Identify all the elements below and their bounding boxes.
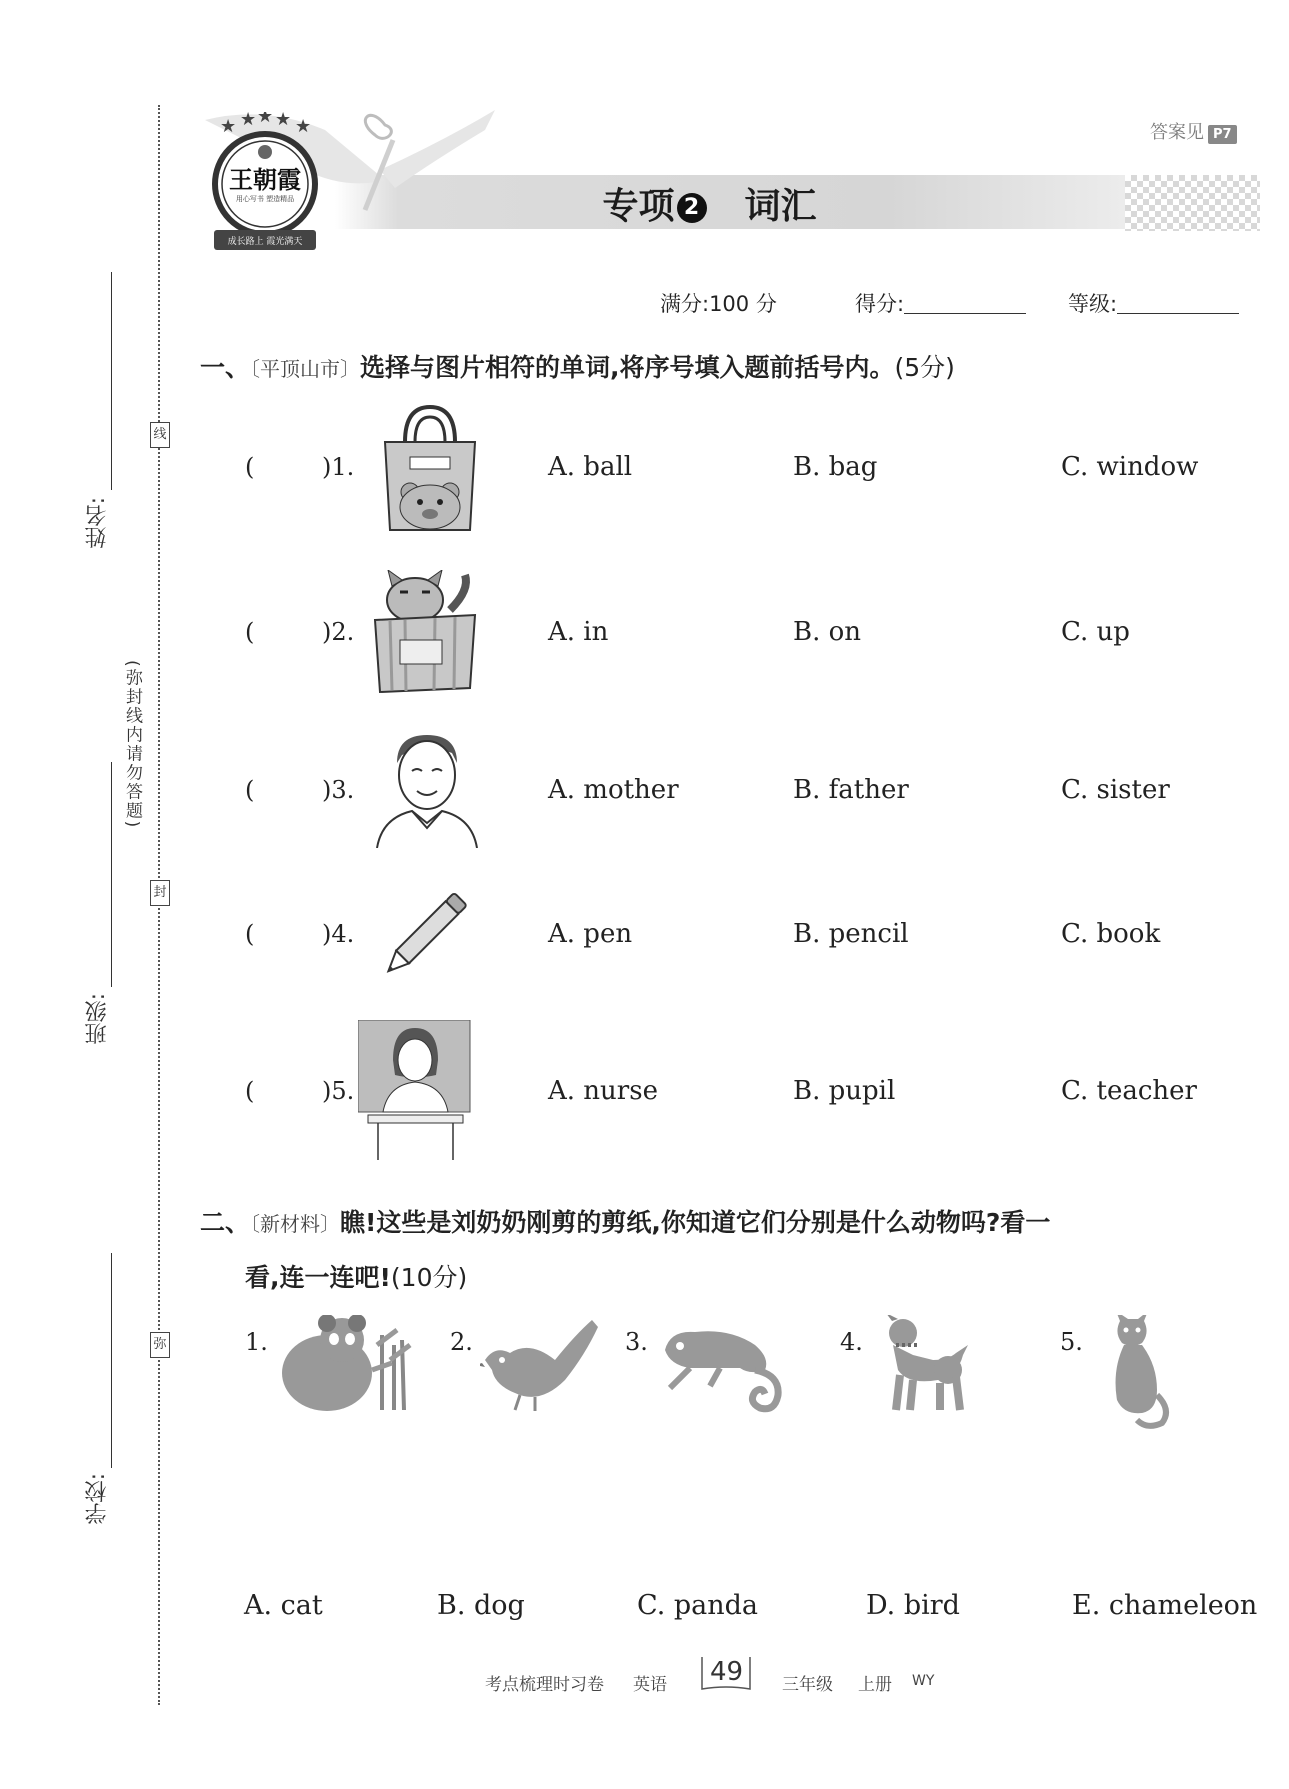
answer-reference: 答案见 P7 [1150, 118, 1237, 144]
section2-heading: 二、〔新材料〕瞧!这些是刘奶奶刚剪的剪纸,你知道它们分别是什么动物吗?看一 [200, 1208, 1051, 1237]
seal-mark-close: 弥 [150, 1332, 170, 1358]
question-number-4: )4. [322, 920, 355, 948]
page-title: 专项 2 词汇 [602, 186, 817, 227]
pencil-picture [378, 885, 478, 980]
footer-edition: WY [912, 1673, 935, 1689]
q4-option-a: A. pen [548, 919, 633, 949]
q5-option-c: C. teacher [1061, 1076, 1197, 1106]
question-number-3: )3. [322, 776, 355, 804]
cat-in-box-picture [370, 570, 480, 695]
name-field-line[interactable] [111, 272, 112, 490]
footer-book: 考点梳理时习卷 [485, 1675, 604, 1695]
answer-bracket-4[interactable]: ( [245, 920, 255, 948]
q5-option-b: B. pupil [793, 1076, 896, 1106]
animal-number-2: 2. [450, 1328, 473, 1356]
school-field-line[interactable] [111, 1253, 112, 1468]
title-number-badge: 2 [677, 193, 707, 223]
q4-option-b: B. pencil [793, 919, 909, 949]
chameleon-papercut[interactable] [650, 1320, 790, 1415]
man-picture [372, 733, 482, 848]
question-number-5: )5. [322, 1077, 355, 1105]
question-number-2: )2. [322, 618, 355, 646]
answer-bracket-5[interactable]: ( [245, 1077, 255, 1105]
q2-option-a: A. in [548, 617, 609, 647]
choice-b[interactable]: B. dog [437, 1590, 525, 1621]
svg-text:★: ★ [257, 112, 274, 127]
q4-option-c: C. book [1061, 919, 1161, 949]
footer-subject: 英语 [633, 1675, 667, 1695]
teacher-picture [358, 1020, 473, 1160]
animal-number-5: 5. [1060, 1328, 1083, 1356]
footer-volume: 上册 [858, 1675, 892, 1695]
section2-heading-line2: 看,连一连吧!(10分) [245, 1263, 468, 1292]
svg-text:★: ★ [275, 112, 292, 130]
page-number: 49 [710, 1657, 744, 1687]
q1-option-b: B. bag [793, 452, 878, 482]
svg-text:★: ★ [295, 116, 312, 137]
q3-option-b: B. father [793, 775, 909, 805]
class-field-line[interactable] [111, 762, 112, 987]
choice-c[interactable]: C. panda [637, 1590, 759, 1621]
dog-papercut[interactable] [878, 1315, 973, 1415]
class-label: 班级: [85, 993, 110, 1045]
bird-papercut[interactable] [480, 1315, 600, 1415]
q2-option-c: C. up [1061, 617, 1130, 647]
logo-brand: 王朝霞 [229, 165, 301, 194]
animal-number-3: 3. [625, 1328, 648, 1356]
answer-bracket-3[interactable]: ( [245, 776, 255, 804]
section1-heading: 一、〔平顶山市〕选择与图片相符的单词,将序号填入题前括号内。(5分) [200, 353, 955, 382]
name-label: 姓名: [85, 497, 110, 549]
q3-option-c: C. sister [1061, 775, 1170, 805]
grade-field[interactable]: 等级: [1068, 288, 1239, 318]
logo-slogan-bottom: 成长路上 霞光满天 [227, 237, 303, 247]
school-label: 学校: [85, 1473, 110, 1525]
panda-papercut[interactable] [272, 1315, 414, 1415]
q1-option-a: A. ball [548, 452, 633, 482]
svg-text:★: ★ [240, 112, 257, 130]
full-score: 满分:100 分 [660, 292, 777, 316]
seal-mark-seal: 封 [150, 880, 170, 906]
q5-option-a: A. nurse [548, 1076, 658, 1106]
seal-mark-line: 线 [150, 422, 170, 448]
margin-note: (弥封线内请勿答题) [122, 660, 142, 830]
bag-picture [375, 402, 485, 532]
animal-number-1: 1. [245, 1328, 268, 1356]
footer-grade: 三年级 [782, 1675, 833, 1695]
cat-papercut[interactable] [1102, 1315, 1172, 1430]
answer-bracket-1[interactable]: ( [245, 453, 255, 481]
q2-option-b: B. on [793, 617, 862, 647]
animal-number-4: 4. [840, 1328, 863, 1356]
q1-option-c: C. window [1061, 452, 1199, 482]
choice-a[interactable]: A. cat [244, 1590, 323, 1621]
logo-slogan-top: 用心写书 塑造精品 [235, 195, 295, 203]
choice-e[interactable]: E. chameleon [1072, 1590, 1258, 1621]
q3-option-a: A. mother [548, 775, 679, 805]
score-field[interactable]: 得分: [855, 288, 1026, 318]
answer-bracket-2[interactable]: ( [245, 618, 255, 646]
choice-d[interactable]: D. bird [866, 1590, 960, 1621]
question-number-1: )1. [322, 453, 355, 481]
svg-text:★: ★ [220, 116, 237, 137]
